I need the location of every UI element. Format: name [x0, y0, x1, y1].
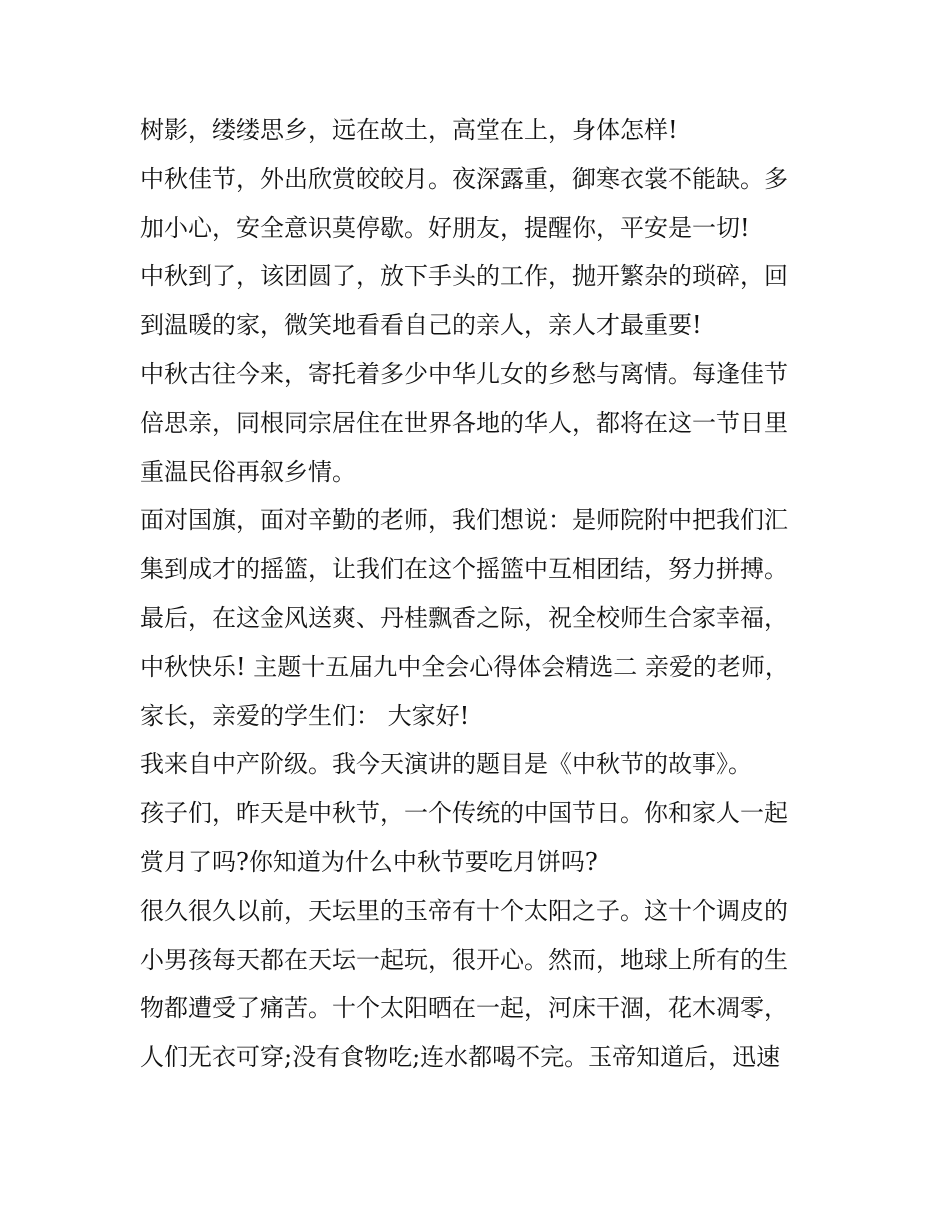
text-line: 中秋快乐! 主题十五届九中全会心得体会精选二 亲爱的老师，: [140, 652, 789, 681]
text-line: 重温民俗再叙乡情。: [140, 457, 356, 486]
document-body: [140, 106, 820, 1082]
text-line: 集到成才的摇篮，让我们在这个摇篮中互相团结，努力拼搏。: [140, 555, 788, 584]
text-line: 中秋古往今来，寄托着多少中华儿女的乡愁与离情。每逢佳节: [140, 359, 788, 388]
text-line: 面对国旗，面对辛勤的老师，我们想说：是师院附中把我们汇: [140, 506, 788, 535]
text-line: 最后，在这金风送爽、丹桂飘香之际，祝全校师生合家幸福，: [140, 603, 788, 632]
text-line: 赏月了吗?你知道为什么中秋节要吃月饼吗?: [140, 847, 598, 876]
text-line: 家长，亲爱的学生们： 大家好!: [140, 701, 470, 730]
text-line: 中秋到了，该团圆了，放下手头的工作，抛开繁杂的琐碎，回: [140, 262, 788, 291]
text-line: 到温暖的家，微笑地看看自己的亲人，亲人才最重要!: [140, 311, 702, 340]
text-line: 倍思亲，同根同宗居住在世界各地的华人，都将在这一节日里: [140, 408, 788, 437]
text-line: 物都遭受了痛苦。十个太阳晒在一起，河床干涸，花木凋零，: [140, 994, 788, 1023]
text-line: 树影，缕缕思乡，远在故土，高堂在上，身体怎样!: [140, 116, 678, 144]
text-line: 加小心，安全意识莫停歇。好朋友，提醒你，平安是一切!: [140, 213, 750, 242]
text-line: 人们无衣可穿;没有食物吃;连水都喝不完。玉帝知道后，迅速: [140, 1043, 781, 1072]
text-line: 我来自中产阶级。我今天演讲的题目是《中秋节的故事》。: [140, 750, 752, 779]
text-line: 小男孩每天都在天坛一起玩，很开心。然而，地球上所有的生: [140, 945, 788, 974]
text-line: 很久很久以前，天坛里的玉帝有十个太阳之子。这十个调皮的: [140, 896, 788, 925]
text-line: 中秋佳节，外出欣赏皎皎月。夜深露重，御寒衣裳不能缺。多: [140, 164, 788, 193]
text-line: 孩子们，昨天是中秋节，一个传统的中国节日。你和家人一起: [140, 799, 788, 828]
